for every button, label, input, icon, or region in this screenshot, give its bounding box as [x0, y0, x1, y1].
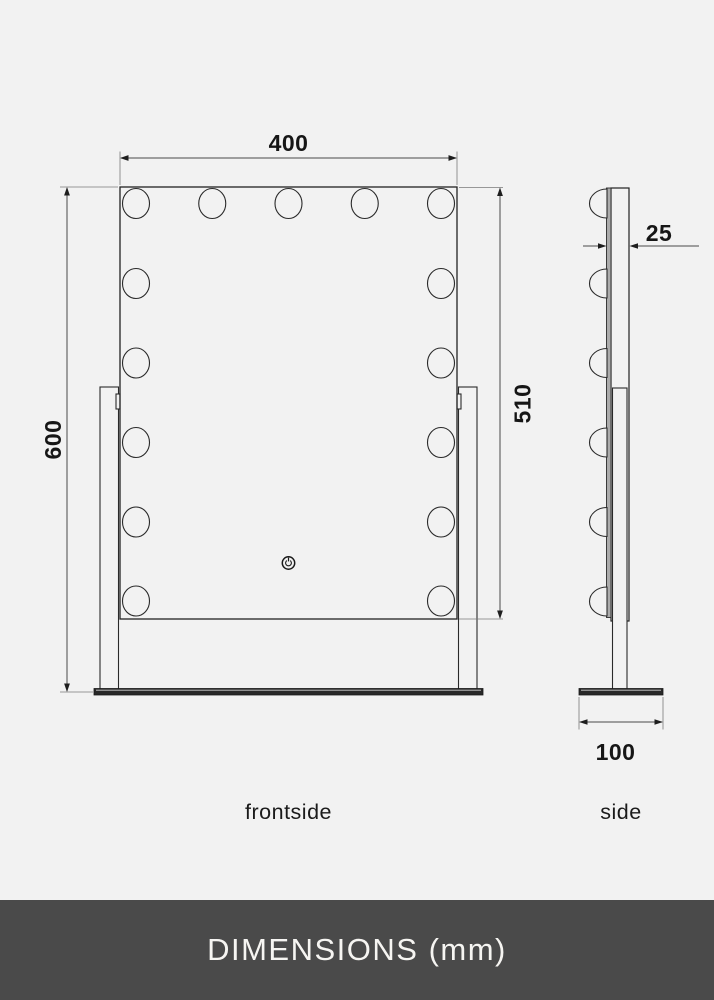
front-base [94, 689, 483, 696]
dimension-label-base-depth: 100 [595, 739, 636, 765]
dimension-label-thickness: 25 [645, 220, 673, 246]
side-view-label: side [600, 800, 642, 824]
light-bulb-profile [590, 349, 608, 378]
side-mirror-glass [607, 188, 612, 618]
dimension-thickness-25 [583, 220, 699, 249]
light-bulb [428, 348, 455, 378]
side-view [579, 188, 699, 824]
side-leg [613, 388, 628, 689]
light-bulb-profile [590, 269, 608, 298]
footer-title-bar [0, 900, 714, 1000]
mirror-outline [120, 187, 457, 619]
front-view [40, 130, 536, 824]
light-bulb [275, 189, 302, 219]
light-bulb [123, 586, 150, 616]
dimension-label-width: 400 [268, 130, 309, 156]
light-bulb [123, 507, 150, 537]
light-bulb-profile [590, 508, 608, 537]
power-button-icon [282, 557, 294, 569]
side-base [579, 689, 663, 696]
light-bulb-profile [590, 428, 608, 457]
light-bulb [123, 189, 150, 219]
light-bulb-profile [590, 587, 608, 616]
light-bulb-profile [590, 189, 608, 218]
dimension-base-depth-100 [579, 697, 663, 765]
front-right-leg [459, 387, 478, 689]
light-bulb [199, 189, 226, 219]
dimension-label-mirror-height: 510 [509, 383, 536, 424]
light-bulb [428, 586, 455, 616]
light-bulb [428, 507, 455, 537]
light-bulb [123, 348, 150, 378]
light-bulb [428, 428, 455, 458]
light-bulb [428, 269, 455, 299]
footer-title: DIMENSIONS (mm) [207, 932, 507, 967]
light-bulb [428, 189, 455, 219]
light-bulb [123, 269, 150, 299]
light-bulb [123, 428, 150, 458]
light-bulb [351, 189, 378, 219]
dimension-label-total-height: 600 [40, 419, 67, 460]
dimension-width-400 [120, 130, 457, 185]
front-left-leg [100, 387, 119, 689]
front-view-label: frontside [245, 800, 332, 824]
